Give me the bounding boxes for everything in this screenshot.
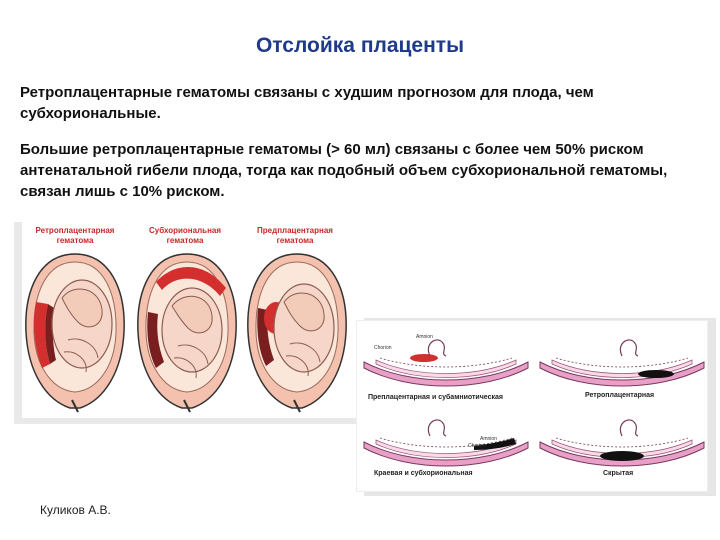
uterus-label-preplacental: Предплацентарная гематома bbox=[257, 226, 333, 245]
placenta-retroplacental-icon bbox=[536, 322, 708, 394]
membrane-label-preplacental: Преплацентарная и субамниотическая bbox=[368, 394, 503, 401]
uterus-preplacental-hematoma-icon bbox=[244, 252, 350, 414]
membrane-label-concealed: Скрытая bbox=[603, 470, 634, 477]
uterus-subchorionic-hematoma-icon bbox=[134, 252, 240, 414]
membrane-label-retroplacental: Ретроплацентарная bbox=[585, 392, 655, 399]
membrane-label-marginal: Краевая и субхориональная bbox=[374, 470, 473, 477]
author-credit: Куликов А.В. bbox=[40, 503, 111, 517]
chorion-label-2: Chorion bbox=[468, 443, 486, 449]
placenta-preplacental-subamniotic-icon bbox=[360, 322, 532, 394]
placenta-concealed-icon bbox=[536, 402, 708, 474]
uterus-label-subchorionic: Субхориональная гематома bbox=[148, 226, 222, 245]
amnion-label: Amnion bbox=[416, 334, 433, 340]
paragraph-risk: Большие ретроплацентарные гематомы (> 60 мл) связаны с более чем 50% риском антенатальной гибели плода, тогда как подобный объем субхориональной гематомы, связан лишь с 10% риском. bbox=[20, 141, 668, 200]
slide-title: Отслойка плаценты bbox=[255, 34, 465, 57]
uterus-retroplacental-hematoma-icon bbox=[22, 252, 128, 414]
chorion-label: Chorion bbox=[374, 345, 392, 351]
placenta-marginal-subchorionic-icon bbox=[360, 402, 532, 474]
uterus-label-retroplacental: Ретроплацентарная гематома bbox=[35, 226, 115, 245]
paragraph-prognosis: Ретроплацентарные гематомы связаны с худшим прогнозом для плода, чем субхориональные. bbox=[20, 84, 594, 122]
amnion-label-2: Amnion bbox=[480, 436, 497, 442]
